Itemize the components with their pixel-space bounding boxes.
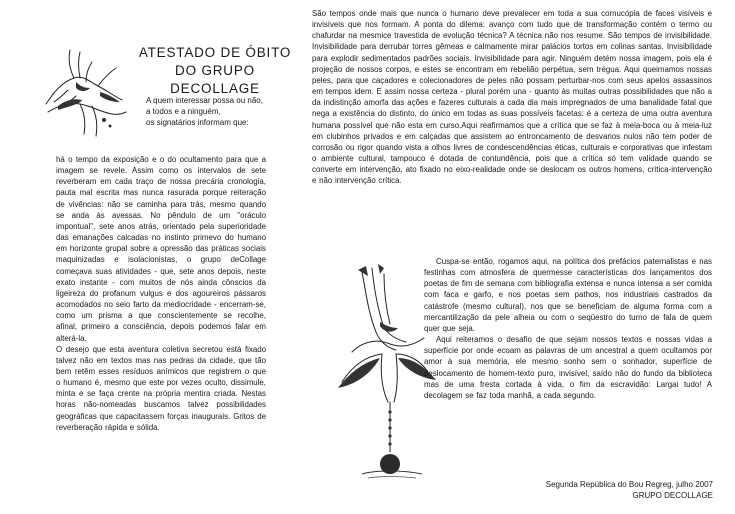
hand-drawing-icon xyxy=(40,42,128,140)
title-line-1: ATESTADO DE ÓBITO xyxy=(138,45,292,60)
right-column-top xyxy=(312,8,712,187)
dedication xyxy=(146,95,306,129)
signature-place-date: Segunda República do Bou Regreg, julho 2007 xyxy=(545,480,713,489)
page-title xyxy=(130,44,300,98)
dedication-line-1: A quem interessar possa ou não, xyxy=(146,96,263,105)
dedication-line-3: os signatários informam que: xyxy=(146,118,249,128)
signature xyxy=(453,479,713,501)
left-paragraph-2: O desejo que esta aventura coletiva secretou está fixado talvez não em textos mas nas pedras da cidade, que tão bem retêm esses resíduos anímicos que registrem o que o humano é, mesmo que este por vezes oculto, dissimule, minta e se faça crente na própria mentira criada. Nestas horas não-nomeadas buscamos talvez possibilidades geográficas que capacitassem forças inaugurais. Gritos de reverberação rápida e sólida. xyxy=(56,344,266,432)
dedication-line-2: a todos e a ninguém, xyxy=(146,107,221,117)
title-line-2: DO GRUPO DECOLLAGE xyxy=(170,63,260,96)
right-paragraph-2: Cuspa-se então, rogamos aqui, na política dos prefácios paternalistas e nas festinhas com atmosfera de quermesse características dos lançamentos dos poetas de fim de semana com bibliografia extensa e nunca intensa a ser comida com faca e garfo, e nos poetas sem pathos, nos industriais castrados da catástrofe (mesmo cultural), nos que se beneficiam de alguma forma com a mercantilização da pele alheia ou com o seqüestro do turno de fala de quem quer que seja. xyxy=(424,257,712,333)
left-column xyxy=(56,154,266,433)
right-paragraph-1: São tempos onde mais que nunca o humano deve prevalecer em toda a sua cornucópia de faces visíveis e invisíveis que nos formam. A ponta do dilema: avanço com tudo que de transformação contém o termo ou chafurdar na mesmice travestida de evolução técnica? A técnica não nos resume. São tempos de invisibilidade. Invisibilidade para derrubar torres gêmeas e calmamente mirar palácios tortos em colinas santas. Invisibilidade para explodir sedimentados padrões sociais. Invisibilidade para agir. Ninguém detém nossa imagem, pois ela é projeção de nossos corpos, e estes se encontram em rebelião perpétua, sem trégua. Aqui queimamos nossas peles, para que caçadores e colecionadores de peles não possam perturbar-nos com seus apelos assassinos em tempos idem. E assim nossa certeza - plural porém una - quanto às muitas outras possibilidades que não a da indistinção amorfa das ações e fazeres culturais a cada dia mais impregnados de uma banalidade fatal que nega a existência do distinto, do único em todas as suas possíveis facetas: é a certeza de uma outra aventura humana possível que não esta em curso.Aqui reafirmamos que a crítica que se faz à meia-boca ou à meia-luz em clubinhos privados e em calçadas que assistem ao entroncamento de desvarios nulos não tem poder de corrosão ou rigor quando vista a olhos livres de condescendências éticas, culturais e corporativas que infestam o ambiente cultural, tampouco é dotada de contundência, pois que a crítica só tem validade quando se converte em intervenção, ato fixado no eixo-realidade onde se deslocam os outros homens, crítica-intervenção e não intervenção crítica. xyxy=(312,9,712,186)
signature-group: GRUPO DECOLLAGE xyxy=(632,491,713,500)
left-paragraph-1: há o tempo da exposição e o do ocultamento para que a imagem se revele. Assim como os intervalos de sete reverberam em cada traço de nossa precária cronologia, pauta mal escrita mas nunca rasurada porque reiteração de vivências: não se caminha para trás, mesmo quando se anda às avessas. No pêndulo de um "oráculo impontual", sete anos atrás, orientado pela superioridade das emanações calcadas no instinto primevo do humano em horizonte grupal sobre a opressão das práticas sociais maquinizadas e isolacionistas, o grupo deCollage começava suas atividades - que, sete anos depois, neste exato instante - com muitos de nós ainda cônscios da ligeireza do profanum vulgus e dos agoureiros pássaros acomodados no seio farto da mediocridade - encerram-se, como um prisma a que conscientemente se recolhe, afinal, primeiro a consciência, depois podemos falar em alterá-la. xyxy=(56,155,266,343)
right-paragraph-3: Aqui reiteramos o desafio de que sejam nossos textos e nossas vidas a superfície por onde ecoam as palavras de um ancestral a quem ocultamos por amor à sua memória, ele mesmo sonho sem o sonhador, superfície de deslocamento de homem-texto puro, invisível, saído não do fundo da biblioteca mas de uma fresta cortada à vida, o fim da escravidão: Largai tudo! A decolagem se faz toda manhã, a cada segundo. xyxy=(424,335,712,400)
right-column-bottom xyxy=(424,256,712,401)
